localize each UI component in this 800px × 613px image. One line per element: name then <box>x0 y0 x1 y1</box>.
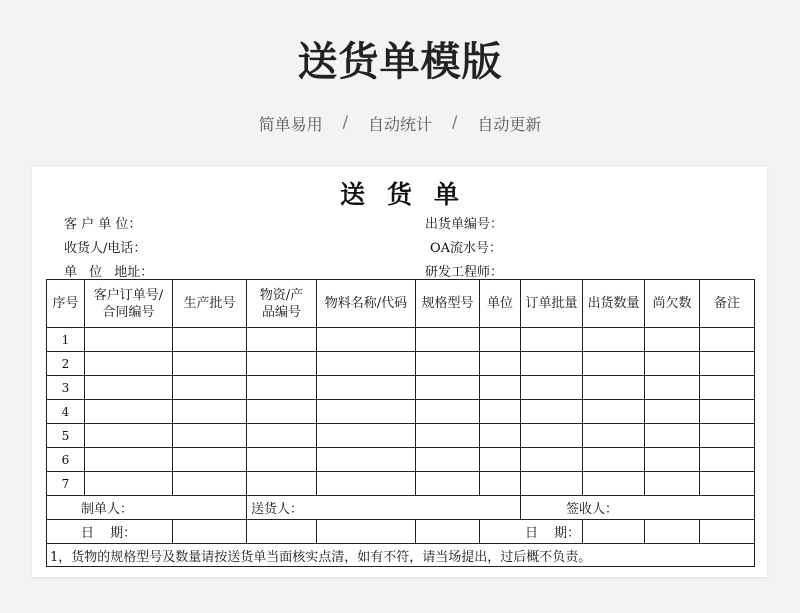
row-number: 6 <box>47 448 85 472</box>
table-cell[interactable] <box>247 376 317 400</box>
table-cell[interactable] <box>416 472 480 496</box>
signer-label: 签收人： <box>521 496 755 520</box>
table-cell[interactable] <box>317 400 416 424</box>
column-header: 生产批号 <box>173 280 247 328</box>
table-cell[interactable] <box>521 472 583 496</box>
table-cell[interactable] <box>85 328 173 352</box>
table-cell[interactable] <box>700 520 755 544</box>
column-header-text: 物资/产品编号 <box>259 287 304 320</box>
maker-label: 制单人： <box>47 496 247 520</box>
deliverer-label: 送货人： <box>247 496 521 520</box>
feature-item: 简单易用 <box>258 115 323 134</box>
table-cell[interactable] <box>645 424 700 448</box>
table-cell[interactable] <box>317 520 416 544</box>
table-cell[interactable] <box>700 352 755 376</box>
feature-item: 自动更新 <box>477 115 542 134</box>
table-cell[interactable] <box>480 328 521 352</box>
table-cell[interactable] <box>85 376 173 400</box>
table-cell[interactable] <box>416 376 480 400</box>
table-cell[interactable] <box>247 352 317 376</box>
table-cell[interactable] <box>480 424 521 448</box>
table-cell[interactable] <box>416 448 480 472</box>
table-cell[interactable] <box>173 520 247 544</box>
table-cell[interactable] <box>700 448 755 472</box>
table-cell[interactable] <box>317 352 416 376</box>
column-header: 出货数量 <box>583 280 645 328</box>
table-cell[interactable] <box>521 376 583 400</box>
table-cell[interactable] <box>583 376 645 400</box>
table-cell[interactable] <box>700 376 755 400</box>
column-header: 订单批量 <box>521 280 583 328</box>
table-cell[interactable] <box>583 352 645 376</box>
table-cell[interactable] <box>480 472 521 496</box>
column-header <box>247 280 317 328</box>
table-cell[interactable] <box>416 424 480 448</box>
table-cell[interactable] <box>645 400 700 424</box>
table-cell[interactable] <box>480 448 521 472</box>
table-row <box>47 376 755 400</box>
table-cell[interactable] <box>317 424 416 448</box>
delivery-number-label: 出货单编号： <box>425 217 504 232</box>
table-cell[interactable] <box>317 376 416 400</box>
table-cell[interactable] <box>416 400 480 424</box>
customer-unit-label: 客 户 单 位： <box>64 217 142 232</box>
table-cell[interactable] <box>480 376 521 400</box>
table-cell[interactable] <box>173 400 247 424</box>
table-cell[interactable] <box>583 472 645 496</box>
table-cell[interactable] <box>317 328 416 352</box>
note-text: 1，货物的规格型号及数量请按送货单当面核实点清，如有不符，请当场提出，过后概不负责。 <box>47 544 755 567</box>
unit-address-label: 单 位 地址： <box>64 265 154 280</box>
table-row <box>47 400 755 424</box>
row-number: 7 <box>47 472 85 496</box>
table-cell[interactable] <box>700 400 755 424</box>
table-cell[interactable] <box>583 328 645 352</box>
table-cell[interactable] <box>247 448 317 472</box>
table-cell[interactable] <box>85 472 173 496</box>
table-cell[interactable] <box>583 448 645 472</box>
table-row <box>47 352 755 376</box>
delivery-table <box>46 279 755 567</box>
document-title: 送货单 <box>339 180 481 209</box>
table-cell[interactable] <box>521 424 583 448</box>
table-cell[interactable] <box>317 472 416 496</box>
table-cell[interactable] <box>521 448 583 472</box>
delivery-note-sheet <box>32 167 767 577</box>
row-number: 1 <box>47 328 85 352</box>
table-cell[interactable] <box>645 352 700 376</box>
table-cell[interactable] <box>173 328 247 352</box>
table-cell[interactable] <box>583 400 645 424</box>
table-cell[interactable] <box>521 328 583 352</box>
row-number: 3 <box>47 376 85 400</box>
column-header-text: 客户订单号/合同编号 <box>93 287 164 320</box>
date-row <box>47 520 755 544</box>
column-header <box>85 280 173 328</box>
row-number: 2 <box>47 352 85 376</box>
table-cell[interactable] <box>645 328 700 352</box>
table-cell[interactable] <box>700 424 755 448</box>
engineer-label: 研发工程师： <box>425 265 504 280</box>
table-cell[interactable] <box>583 520 645 544</box>
table-cell[interactable] <box>85 400 173 424</box>
table-cell[interactable] <box>173 376 247 400</box>
receiver-phone-label: 收货人/电话： <box>64 241 147 256</box>
table-cell[interactable] <box>521 352 583 376</box>
table-row <box>47 472 755 496</box>
page-title: 送货单模版 <box>297 39 503 85</box>
row-number: 4 <box>47 400 85 424</box>
row-number: 5 <box>47 424 85 448</box>
column-header: 备注 <box>700 280 755 328</box>
table-cell[interactable] <box>645 448 700 472</box>
table-cell[interactable] <box>645 520 700 544</box>
table-cell[interactable] <box>173 472 247 496</box>
table-cell[interactable] <box>85 352 173 376</box>
column-header: 单位 <box>480 280 521 328</box>
table-cell[interactable] <box>583 424 645 448</box>
date-left-label: 日 期： <box>47 520 173 544</box>
table-cell[interactable] <box>521 400 583 424</box>
table-cell[interactable] <box>247 400 317 424</box>
table-cell[interactable] <box>700 472 755 496</box>
feature-separator: / <box>452 112 458 131</box>
table-cell[interactable] <box>247 328 317 352</box>
table-cell[interactable] <box>645 376 700 400</box>
table-cell[interactable] <box>247 520 317 544</box>
table-cell[interactable] <box>480 400 521 424</box>
column-header: 物料名称/代码 <box>317 280 416 328</box>
column-header: 规格型号 <box>416 280 480 328</box>
date-right-label: 日 期： <box>480 520 583 544</box>
oa-serial-label: OA流水号： <box>430 241 503 256</box>
table-cell[interactable] <box>416 352 480 376</box>
table-header-row <box>47 280 755 328</box>
signature-row <box>47 496 755 520</box>
table-row <box>47 328 755 352</box>
column-header: 序号 <box>47 280 85 328</box>
note-row <box>47 544 755 567</box>
table-cell[interactable] <box>247 424 317 448</box>
table-cell[interactable] <box>85 448 173 472</box>
table-row <box>47 424 755 448</box>
column-header: 尚欠数 <box>645 280 700 328</box>
table-cell[interactable] <box>416 328 480 352</box>
feature-item: 自动统计 <box>367 115 432 134</box>
table-cell[interactable] <box>416 520 480 544</box>
table-cell[interactable] <box>317 448 416 472</box>
table-cell[interactable] <box>173 448 247 472</box>
table-cell[interactable] <box>85 424 173 448</box>
table-cell[interactable] <box>645 472 700 496</box>
table-cell[interactable] <box>480 352 521 376</box>
feature-separator: / <box>342 112 348 131</box>
table-cell[interactable] <box>173 424 247 448</box>
table-cell[interactable] <box>247 472 317 496</box>
table-cell[interactable] <box>173 352 247 376</box>
table-cell[interactable] <box>700 328 755 352</box>
table-row <box>47 448 755 472</box>
feature-list <box>0 112 800 135</box>
